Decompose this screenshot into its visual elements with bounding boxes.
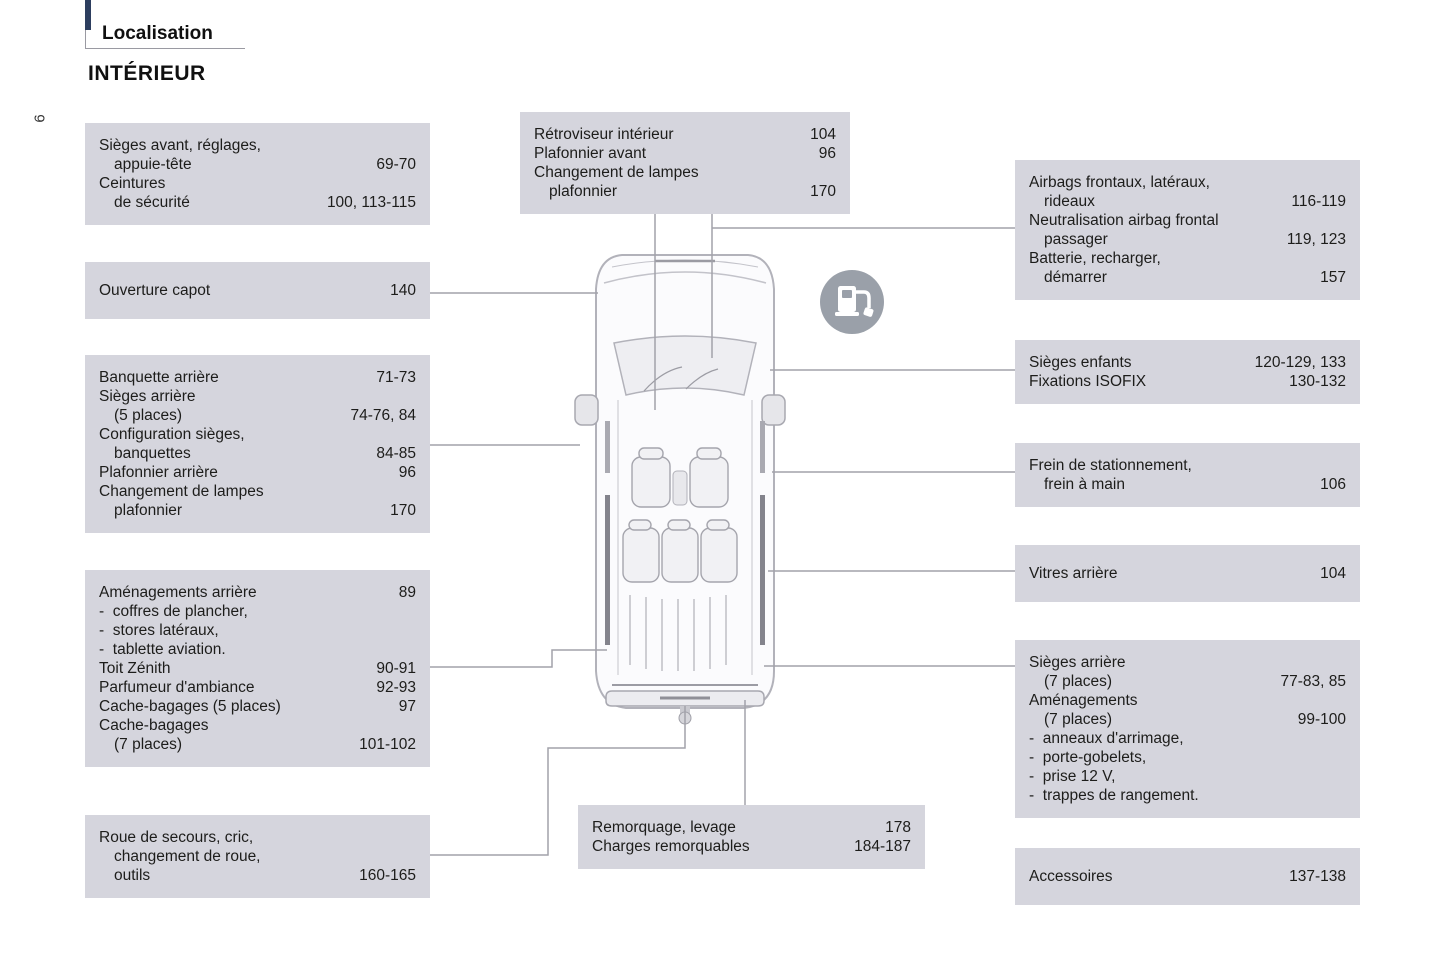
- info-label: (7 places): [1044, 673, 1113, 690]
- info-row: [1029, 456, 1346, 475]
- page-reference: 90-91: [376, 660, 416, 677]
- info-label: Batterie, recharger,: [1029, 250, 1161, 267]
- info-row: [1029, 173, 1346, 192]
- info-row: [534, 163, 836, 182]
- info-box-airbags: [1015, 160, 1360, 300]
- info-row: [99, 659, 416, 678]
- info-label: - tablette aviation.: [99, 641, 226, 658]
- page-reference: [1338, 691, 1346, 710]
- info-label: outils: [114, 867, 151, 884]
- info-label: - trappes de rangement.: [1029, 787, 1199, 804]
- info-label: (7 places): [114, 736, 183, 753]
- page-reference: [408, 640, 416, 659]
- info-row: [99, 193, 416, 212]
- info-row: [1029, 353, 1346, 372]
- info-label: - prise 12 V,: [1029, 768, 1116, 785]
- info-row: [99, 847, 416, 866]
- page-reference: 170: [390, 502, 416, 519]
- info-row: [99, 368, 416, 387]
- info-label: banquettes: [114, 445, 191, 462]
- page-reference: 74-76, 84: [350, 407, 416, 424]
- info-box-remorquage: [578, 805, 925, 869]
- info-label: Frein de stationnement,: [1029, 457, 1192, 474]
- info-label: Plafonnier arrière: [99, 464, 218, 481]
- page-reference: 137-138: [1289, 868, 1346, 885]
- front-door-rail-right: [760, 421, 765, 473]
- page-reference: [1338, 211, 1346, 230]
- info-label: appuie-tête: [114, 156, 192, 173]
- info-box-ouverture-capot: [85, 262, 430, 319]
- page-reference: 140: [390, 282, 416, 299]
- info-row: [1029, 249, 1346, 268]
- info-box-sieges-avant: [85, 123, 430, 225]
- info-label: Rétroviseur intérieur: [534, 126, 674, 143]
- page-reference: 120-129, 133: [1254, 354, 1346, 371]
- page-reference: [408, 828, 416, 847]
- info-row: [99, 136, 416, 155]
- info-label: Sièges arrière: [99, 388, 196, 405]
- info-row: [1029, 372, 1346, 391]
- page-reference: 178: [885, 819, 911, 836]
- info-box-banquette-arriere: [85, 355, 430, 533]
- info-label: démarrer: [1044, 269, 1107, 286]
- page-reference: [408, 136, 416, 155]
- info-row: [1029, 867, 1346, 886]
- page-reference: [1338, 786, 1346, 805]
- info-label: Remorquage, levage: [592, 819, 736, 836]
- info-row: [99, 735, 416, 754]
- info-box-vitres-arriere: [1015, 545, 1360, 602]
- info-label: Aménagements arrière: [99, 584, 257, 601]
- page-reference: 116-119: [1291, 193, 1346, 210]
- info-row: [1029, 192, 1346, 211]
- info-label: Plafonnier avant: [534, 145, 647, 162]
- info-label: Charges remorquables: [592, 838, 750, 855]
- info-label: Aménagements: [1029, 692, 1138, 709]
- page-reference: [1338, 653, 1346, 672]
- info-row: [99, 716, 416, 735]
- info-label: Changement de lampes: [534, 164, 699, 181]
- info-box-roue-de-secours: [85, 815, 430, 898]
- info-row: [1029, 564, 1346, 583]
- page-reference: 106: [1320, 476, 1346, 493]
- info-row: [1029, 211, 1346, 230]
- info-label: Neutralisation airbag frontal: [1029, 212, 1219, 229]
- info-label: - porte-gobelets,: [1029, 749, 1147, 766]
- header-accent-bar: [85, 0, 91, 30]
- info-row: [1029, 672, 1346, 691]
- info-row: [99, 444, 416, 463]
- info-row: [99, 602, 416, 621]
- info-label: (7 places): [1044, 711, 1113, 728]
- info-label: Ceintures: [99, 175, 166, 192]
- info-label: de sécurité: [114, 194, 190, 211]
- page-number: 6: [31, 114, 49, 123]
- info-label: Vitres arrière: [1029, 565, 1118, 582]
- info-label: Sièges avant, réglages,: [99, 137, 261, 154]
- page-reference: 119, 123: [1286, 231, 1346, 248]
- info-row: [1029, 653, 1346, 672]
- section-title: Localisation: [102, 23, 213, 44]
- info-label: Airbags frontaux, latéraux,: [1029, 174, 1210, 191]
- info-row: [99, 155, 416, 174]
- info-row: [99, 501, 416, 520]
- page-reference: 71-73: [376, 369, 416, 386]
- mirror-right: [762, 395, 785, 425]
- info-row: [99, 463, 416, 482]
- info-label: Roue de secours, cric,: [99, 829, 254, 846]
- info-label: Cache-bagages (5 places): [99, 698, 281, 715]
- page-reference: [408, 621, 416, 640]
- page-reference: [408, 174, 416, 193]
- info-row: [1029, 710, 1346, 729]
- page-reference: 104: [1320, 565, 1346, 582]
- page-reference: 69-70: [376, 156, 416, 173]
- page-reference: 160-165: [359, 867, 416, 884]
- info-label: Ouverture capot: [99, 282, 211, 299]
- info-label: Sièges arrière: [1029, 654, 1126, 671]
- page-reference: [1338, 729, 1346, 748]
- info-row: [592, 818, 911, 837]
- info-label: plafonnier: [549, 183, 618, 200]
- tow-hitch-ball: [679, 712, 691, 724]
- page-reference: 99-100: [1297, 711, 1346, 728]
- page-reference: 184-187: [854, 838, 911, 855]
- info-label: Sièges enfants: [1029, 354, 1132, 371]
- info-box-accessoires: [1015, 848, 1360, 905]
- info-row: [534, 182, 836, 201]
- info-box-sieges-enfants: [1015, 340, 1360, 404]
- info-row: [99, 828, 416, 847]
- page-reference: 157: [1320, 269, 1346, 286]
- info-row: [1029, 786, 1346, 805]
- info-row: [99, 406, 416, 425]
- info-row: [1029, 729, 1346, 748]
- info-row: [1029, 230, 1346, 249]
- info-row: [99, 281, 416, 300]
- info-label: Parfumeur d'ambiance: [99, 679, 255, 696]
- info-label: rideaux: [1044, 193, 1095, 210]
- page-title: INTÉRIEUR: [88, 62, 206, 85]
- page-reference: [1338, 456, 1346, 475]
- info-row: [1029, 748, 1346, 767]
- page-reference: 89: [398, 584, 416, 601]
- info-row: [99, 583, 416, 602]
- page-reference: 100, 113-115: [326, 194, 416, 211]
- info-label: passager: [1044, 231, 1108, 248]
- info-label: plafonnier: [114, 502, 183, 519]
- info-label: changement de roue,: [114, 848, 261, 865]
- info-row: [592, 837, 911, 856]
- page-reference: [408, 847, 416, 866]
- page-reference: 92-93: [376, 679, 416, 696]
- vehicle-top-view-illustration: [560, 245, 800, 725]
- page-reference: [828, 163, 836, 182]
- page-reference: 96: [818, 145, 836, 162]
- page-reference: [408, 387, 416, 406]
- header-underline: [85, 48, 245, 49]
- info-label: frein à main: [1044, 476, 1125, 493]
- page-reference: 130-132: [1289, 373, 1346, 390]
- mirror-left: [575, 395, 598, 425]
- info-row: [99, 640, 416, 659]
- info-label: - anneaux d'arrimage,: [1029, 730, 1184, 747]
- page-reference: 104: [810, 126, 836, 143]
- front-door-rail-left: [605, 421, 610, 473]
- info-row: [534, 144, 836, 163]
- info-row: [99, 866, 416, 885]
- info-row: [99, 387, 416, 406]
- info-row: [1029, 691, 1346, 710]
- info-label: Toit Zénith: [99, 660, 171, 677]
- info-row: [99, 174, 416, 193]
- page-reference: [1338, 748, 1346, 767]
- info-label: Banquette arrière: [99, 369, 219, 386]
- page-reference: [408, 716, 416, 735]
- info-row: [1029, 475, 1346, 494]
- info-row: [99, 697, 416, 716]
- info-box-frein: [1015, 443, 1360, 507]
- info-label: - stores latéraux,: [99, 622, 219, 639]
- info-label: - coffres de plancher,: [99, 603, 248, 620]
- info-label: Cache-bagages: [99, 717, 209, 734]
- center-console: [673, 471, 687, 505]
- page-reference: [1338, 249, 1346, 268]
- info-box-sieges-arriere-7: [1015, 640, 1360, 818]
- info-box-amenagements-arriere: [85, 570, 430, 767]
- page-reference: 101-102: [359, 736, 416, 753]
- page-reference: [408, 482, 416, 501]
- info-box-retroviseur: [520, 112, 850, 214]
- info-row: [1029, 268, 1346, 287]
- info-label: (5 places): [114, 407, 183, 424]
- page-reference: [1338, 767, 1346, 786]
- info-row: [534, 125, 836, 144]
- page-reference: [408, 602, 416, 621]
- info-label: Changement de lampes: [99, 483, 264, 500]
- page-reference: 97: [398, 698, 416, 715]
- page-reference: [408, 425, 416, 444]
- info-label: Fixations ISOFIX: [1029, 373, 1147, 390]
- info-label: Configuration sièges,: [99, 426, 245, 443]
- page-reference: 84-85: [376, 445, 416, 462]
- info-row: [99, 621, 416, 640]
- sliding-door-rail-left: [605, 495, 610, 645]
- page-reference: 77-83, 85: [1280, 673, 1346, 690]
- fuel-pump-badge-icon: [818, 268, 886, 336]
- info-label: Accessoires: [1029, 868, 1113, 885]
- page-reference: [1338, 173, 1346, 192]
- info-row: [99, 678, 416, 697]
- page-reference: 96: [398, 464, 416, 481]
- page-reference: 170: [810, 183, 836, 200]
- rear-bench-seats: [623, 520, 737, 582]
- info-row: [1029, 767, 1346, 786]
- info-row: [99, 425, 416, 444]
- windshield: [614, 336, 756, 395]
- info-row: [99, 482, 416, 501]
- sliding-door-rail-right: [760, 495, 765, 645]
